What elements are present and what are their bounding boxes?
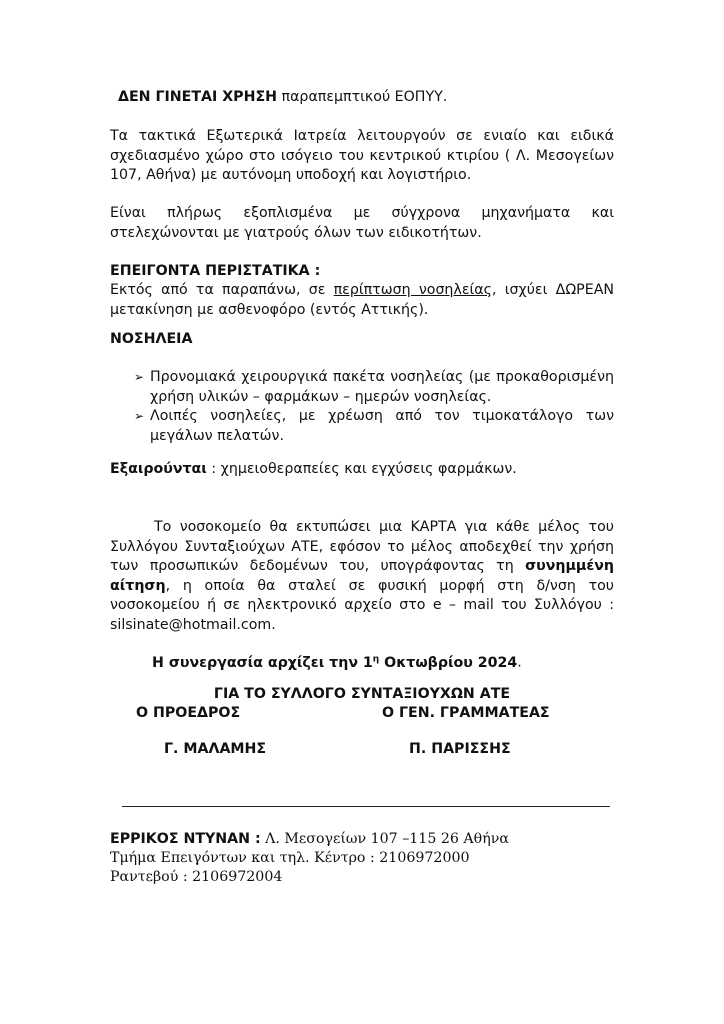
secretary-title-text: Ο ΓΕΝ. ΓΡΑΜΜΑΤΕΑΣ [382,705,550,721]
president-name-text: Γ. ΜΑΛΑΜΗΣ [164,741,267,757]
hospitalization-heading-text: ΝΟΣΗΛΕΙΑ [110,331,193,347]
card-before: Το νοσοκομείο θα εκτυπώσει μια ΚΑΡΤΑ για κάθε μέλος του Συλλόγου Συνταξιούχων ΑΤΕ, εφόσον το μέλος αποδεχθεί την χρήση των προσωπικών δεδομένων του, υπογράφοντας τη [110,519,614,574]
card-bold: συνημμένη αίτηση [110,558,614,594]
footer-hospital-name: ΕΡΡΙΚΟΣ ΝΤΥΝΑΝ : [110,831,261,847]
footer-address-line [110,830,509,850]
intro-bold: ΔΕΝ ΓΙΝΕΤΑΙ ΧΡΗΣΗ [118,89,278,105]
emergency-after: , ισχύει ΔΩΡΕΑΝ μετακίνηση με ασθενοφόρο (εντός Αττικής). [110,282,615,318]
arrow-bullet-icon: ➢ [134,409,145,423]
secretary-title [382,704,550,724]
signature-header [110,685,614,705]
arrow-bullet-icon: ➢ [134,370,145,384]
exclusions-line [110,460,614,480]
exclusions-bold: Εξαιρούνται [110,461,207,477]
start-before: Η συνεργασία αρχίζει την 1 [152,654,373,671]
list-item-text: Προνομιακά χειρουργικά πακέτα νοσηλείας (με προκαθορισμένη χρήση υλικών – φαρμάκων – ημερών νοσηλείας. [150,369,614,405]
equipment-paragraph: Είναι πλήρως εξοπλισμένα με σύγχρονα μηχανήματα και στελεχώνονται με γιατρούς όλων των ειδικοτήτων. [110,205,614,241]
start-after: Οκτωβρίου 2024 [379,654,518,671]
emergency-paragraph [110,281,614,320]
emergency-heading-text: ΕΠΕΙΓΟΝΤΑ ΠΕΡΙΣΤΑΤΙΚΑ : [110,263,321,279]
hospitalization-heading [110,330,192,350]
footer-divider [122,806,610,807]
president-title-text: Ο ΠΡΟΕΔΡΟΣ [136,705,241,721]
secretary-name [409,740,511,760]
emergency-underlined: περίπτωση νοσηλείας [333,282,492,298]
emergency-heading [110,262,320,282]
signature-header-text: ΓΙΑ ΤΟ ΣΥΛΛΟΓΟ ΣΥΝΤΑΞΙΟΥΧΩΝ ΑΤΕ [213,686,511,702]
card-paragraph [110,518,614,635]
intro-rest: παραπεμπτικού ΕΟΠΥΥ. [277,89,448,105]
president-name [164,740,266,760]
exclusions-rest: : χημειοθεραπείες και εγχύσεις φαρμάκων. [206,461,517,477]
president-title [136,704,240,724]
start-sup: η [372,654,380,664]
footer-emergency-line: Τμήμα Επειγόντων και τηλ. Κέντρο : 2106972000 [110,850,470,866]
outpatient-paragraph: Τα τακτικά Εξωτερικά Ιατρεία λειτουργούν σε ενιαίο και ειδικά σχεδιασμένο χώρο στο ισόγειο του κεντρικού κτιρίου ( Λ. Μεσογείων 107, Αθήνα) με αυτόνομη υποδοχή και λογιστήριο. [110,128,614,183]
intro-line [110,88,622,108]
list-item [134,407,614,446]
start-bold [152,655,517,671]
footer-address: Λ. Μεσογείων 107 –115 26 Αθήνα [260,831,509,847]
list-item-text: Λοιπές νοσηλείες, με χρέωση από τον τιμοκατάλογο των μεγάλων πελατών. [150,408,614,444]
footer-appointments-line: Ραντεβού : 2106972004 [110,869,283,885]
start-end: . [517,654,522,671]
start-date-line [152,650,522,673]
hospitalization-list [134,368,614,446]
emergency-before: Εκτός από τα παραπάνω, σε [110,282,334,298]
card-after: , η οποία θα σταλεί σε φυσική μορφή στη δ/νση του νοσοκομείου ή σε ηλεκτρονικό αρχείο στο e – mail του Συλλόγου : silsinate@hotmail.com. [110,577,614,633]
secretary-name-text: Π. ΠΑΡΙΣΣΗΣ [409,741,511,757]
list-item [134,368,614,407]
